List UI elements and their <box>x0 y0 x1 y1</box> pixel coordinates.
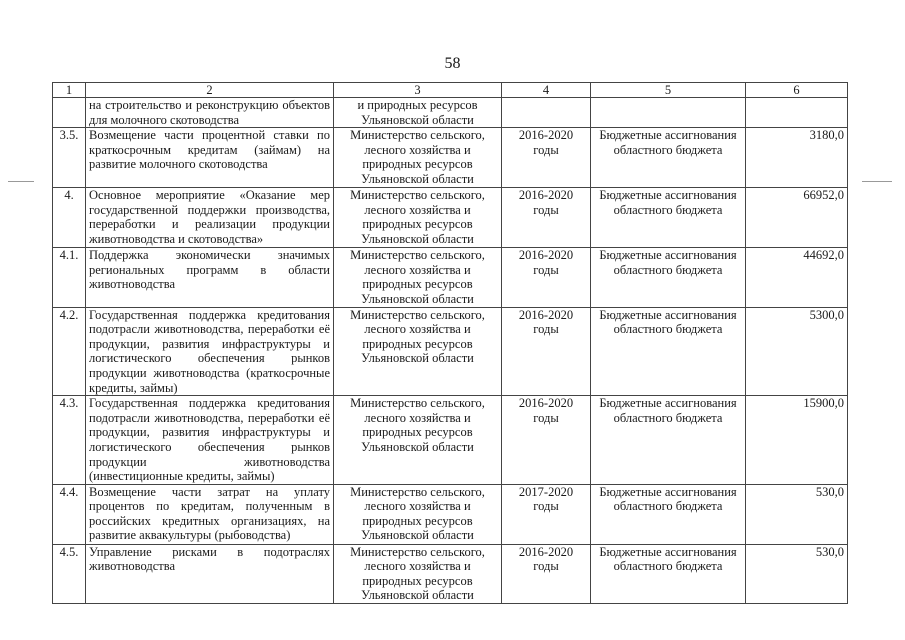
row-period: 2016-2020 годы <box>502 307 591 396</box>
row-period: 2016-2020 годы <box>502 188 591 248</box>
table-row <box>53 396 848 485</box>
row-amount: 5300,0 <box>746 307 848 396</box>
row-activity: Поддержка экономически значимых региональных программ в области животноводства <box>86 248 334 307</box>
row-number <box>53 98 86 128</box>
table-row <box>53 484 848 544</box>
row-source: Бюджетные ассигнования областного бюджета <box>591 128 746 188</box>
header-col-2: 2 <box>86 83 334 98</box>
row-executor: Министерство сельского, лесного хозяйства и природных ресурсов Ульяновской области <box>334 128 502 188</box>
row-source: Бюджетные ассигнования областного бюджета <box>591 544 746 603</box>
table-row <box>53 98 848 128</box>
row-period: 2016-2020 годы <box>502 396 591 485</box>
program-table <box>52 82 848 604</box>
page-number: 58 <box>444 55 461 72</box>
row-activity: Государственная поддержка кредитования подотрасли животноводства, переработки её продукции, развития инфраструктуры и логистического обеспечения рынков продукции животноводства (инвестиционные кредиты, займы) <box>86 396 334 485</box>
row-amount <box>746 98 848 128</box>
row-amount: 15900,0 <box>746 396 848 485</box>
header-col-6: 6 <box>746 83 848 98</box>
row-period: 2016-2020 годы <box>502 128 591 188</box>
row-period: 2017-2020 годы <box>502 484 591 544</box>
row-source <box>591 98 746 128</box>
row-amount: 66952,0 <box>746 188 848 248</box>
row-activity: Возмещение части процентной ставки по краткосрочным кредитам (займам) на развитие молочного скотоводства <box>86 128 334 188</box>
table-row <box>53 248 848 307</box>
row-amount: 44692,0 <box>746 248 848 307</box>
row-executor: Министерство сельского, лесного хозяйства и природных ресурсов Ульяновской области <box>334 544 502 603</box>
row-period: 2016-2020 годы <box>502 248 591 307</box>
row-executor: Министерство сельского, лесного хозяйства и природных ресурсов Ульяновской области <box>334 188 502 248</box>
row-executor: Министерство сельского, лесного хозяйства и природных ресурсов Ульяновской области <box>334 248 502 307</box>
table-row <box>53 188 848 248</box>
row-source: Бюджетные ассигнования областного бюджета <box>591 396 746 485</box>
row-executor: Министерство сельского, лесного хозяйства и природных ресурсов Ульяновской области <box>334 484 502 544</box>
header-col-3: 3 <box>334 83 502 98</box>
row-activity: Государственная поддержка кредитования подотрасли животноводства, переработки её продукции, развития инфраструктуры и логистического обеспечения рынков продукции животноводства (краткосрочные кредиты, займы) <box>86 307 334 396</box>
row-source: Бюджетные ассигнования областного бюджета <box>591 307 746 396</box>
row-number: 4.4. <box>53 484 86 544</box>
row-executor: и природных ресурсов Ульяновской области <box>334 98 502 128</box>
row-activity: Управление рисками в подотраслях животноводства <box>86 544 334 603</box>
row-number: 4. <box>53 188 86 248</box>
header-col-4: 4 <box>502 83 591 98</box>
scan-mark-left <box>8 181 34 182</box>
table-row <box>53 128 848 188</box>
table-row <box>53 544 848 603</box>
row-source: Бюджетные ассигнования областного бюджета <box>591 484 746 544</box>
row-executor: Министерство сельского, лесного хозяйства и природных ресурсов Ульяновской области <box>334 307 502 396</box>
table-row <box>53 307 848 396</box>
row-number: 4.2. <box>53 307 86 396</box>
row-number: 4.1. <box>53 248 86 307</box>
row-period <box>502 98 591 128</box>
row-source: Бюджетные ассигнования областного бюджета <box>591 248 746 307</box>
row-period: 2016-2020 годы <box>502 544 591 603</box>
row-source: Бюджетные ассигнования областного бюджета <box>591 188 746 248</box>
header-col-1: 1 <box>53 83 86 98</box>
scan-mark-right <box>862 181 892 182</box>
row-activity: на строительство и реконструкцию объектов для молочного скотоводства <box>86 98 334 128</box>
row-amount: 530,0 <box>746 484 848 544</box>
row-number: 4.3. <box>53 396 86 485</box>
row-executor: Министерство сельского, лесного хозяйства и природных ресурсов Ульяновской области <box>334 396 502 485</box>
row-number: 3.5. <box>53 128 86 188</box>
row-amount: 3180,0 <box>746 128 848 188</box>
header-row <box>53 83 848 98</box>
row-activity: Возмещение части затрат на уплату процентов по кредитам, полученным в российских кредитных организациях, на развитие аквакультуры (рыбоводства) <box>86 484 334 544</box>
row-number: 4.5. <box>53 544 86 603</box>
row-activity: Основное мероприятие «Оказание мер государственной поддержки производства, переработки и реализации продукции животноводства и скотоводства» <box>86 188 334 248</box>
row-amount: 530,0 <box>746 544 848 603</box>
header-col-5: 5 <box>591 83 746 98</box>
